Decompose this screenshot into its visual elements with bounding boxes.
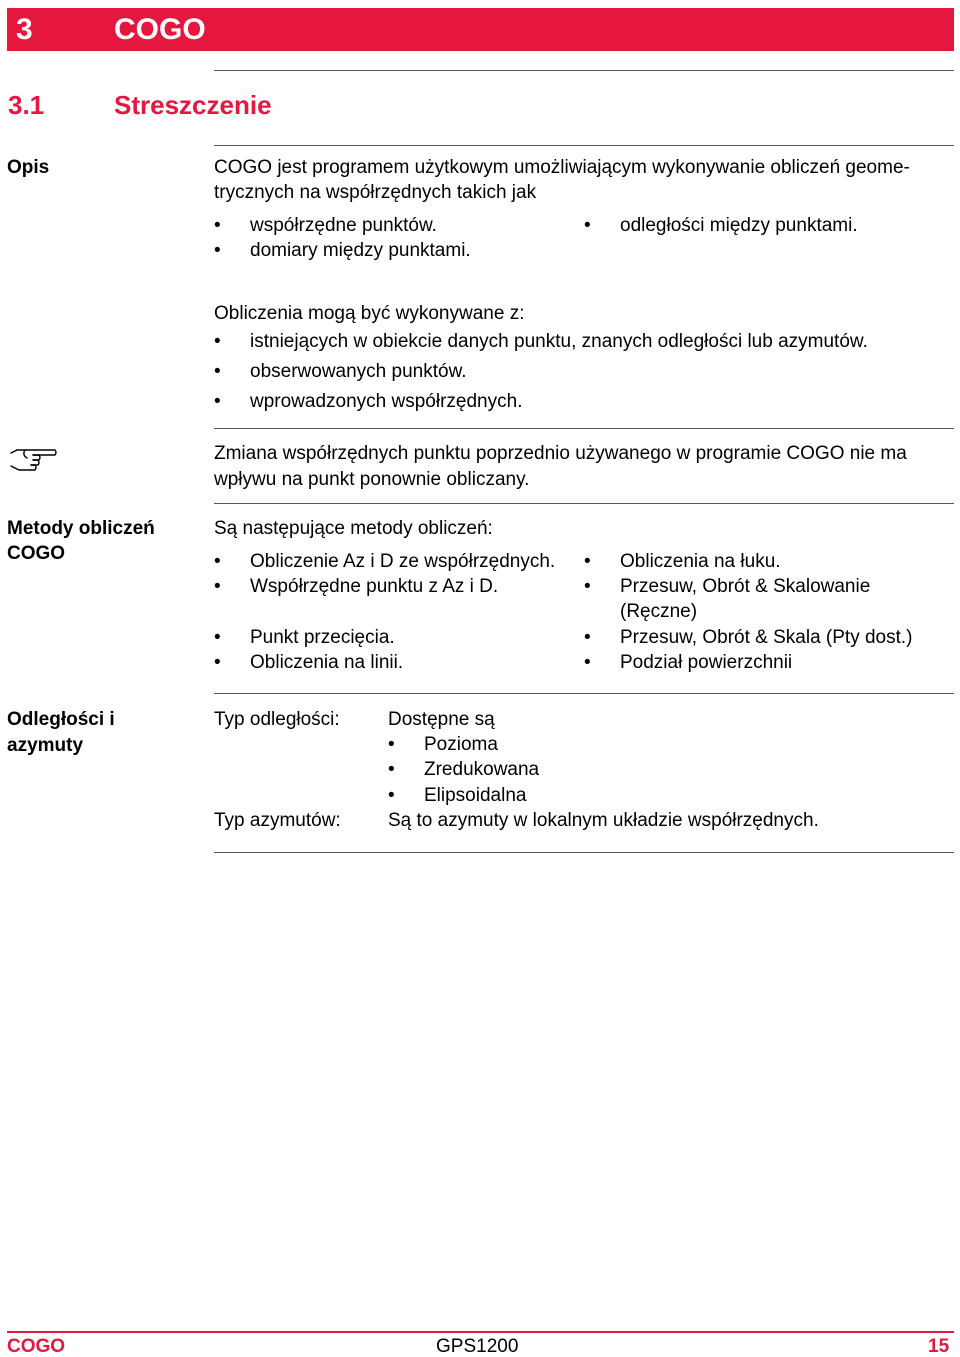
chapter-title: COGO xyxy=(114,13,206,46)
divider xyxy=(214,852,954,853)
divider xyxy=(214,70,954,71)
list-item-text: domiary między punktami. xyxy=(250,240,471,261)
divider xyxy=(214,503,954,504)
list-item-text: Współrzędne punktu z Az i D. xyxy=(250,576,499,597)
bullet-icon: • xyxy=(214,331,221,352)
bullet-icon: • xyxy=(388,759,395,780)
page-number: 15 xyxy=(928,1336,950,1357)
list-item-text: Zredukowana xyxy=(424,759,540,780)
bullet-icon: • xyxy=(584,652,591,673)
bullet-icon: • xyxy=(214,240,221,261)
list-item-text: wprowadzonych współrzędnych. xyxy=(250,391,523,412)
bullet-icon: • xyxy=(214,551,221,572)
bullet-icon: • xyxy=(214,361,221,382)
chapter-number: 3 xyxy=(16,13,33,46)
list-item-text: Punkt przecięcia. xyxy=(250,627,395,648)
footer-chapter: COGO xyxy=(7,1336,66,1357)
distance-type-label: Typ odległości: xyxy=(214,709,340,730)
bullet-icon: • xyxy=(584,576,591,597)
bullet-icon: • xyxy=(214,215,221,236)
bullet-icon: • xyxy=(584,627,591,648)
list-item-text: Obliczenia na linii. xyxy=(250,652,404,673)
bullet-icon: • xyxy=(584,551,591,572)
list-item-text: Przesuw, Obrót & Skalowanie xyxy=(620,576,871,597)
list-item-text: Elipsoidalna xyxy=(424,785,527,806)
distance-type-value: Dostępne są xyxy=(388,709,495,730)
divider xyxy=(214,693,954,694)
bullet-icon: • xyxy=(388,785,395,806)
azimuth-type-value: Są to azymuty w lokalnym układzie współrzędnych. xyxy=(388,810,819,831)
bullet-icon: • xyxy=(214,627,221,648)
methods-label-line2: COGO xyxy=(7,543,66,564)
section-title: Streszczenie xyxy=(114,90,272,120)
list-item-text: istniejących w obiekcie danych punktu, znanych odległości lub azymutów. xyxy=(250,331,868,352)
azimuth-type-label: Typ azymutów: xyxy=(214,810,341,831)
opis-intro-line2: trycznych na współrzędnych takich jak xyxy=(214,182,537,203)
opis-intro-line1: COGO jest programem użytkowym umożliwiającym wykonywanie obliczeń geome- xyxy=(214,157,910,178)
methods-label-line1: Metody obliczeń xyxy=(7,518,155,539)
opis-label: Opis xyxy=(7,157,50,178)
footer-rule xyxy=(7,1331,954,1333)
list-item-text: Pozioma xyxy=(424,734,498,755)
bullet-icon: • xyxy=(214,576,221,597)
bullet-icon: • xyxy=(388,734,395,755)
calc-intro: Obliczenia mogą być wykonywane z: xyxy=(214,303,525,324)
bullet-icon: • xyxy=(214,652,221,673)
chapter-header-bar xyxy=(7,8,954,51)
list-item-continuation: (Ręczne) xyxy=(620,601,698,622)
divider xyxy=(214,428,954,429)
pointing-hand-icon xyxy=(9,442,57,472)
list-item-text: Obliczenia na łuku. xyxy=(620,551,781,572)
list-item-text: obserwowanych punktów. xyxy=(250,361,467,382)
section-number: 3.1 xyxy=(8,90,45,120)
list-item-text: Podział powierzchnii xyxy=(620,652,793,673)
list-item-text: odległości między punktami. xyxy=(620,215,858,236)
note-line1: Zmiana współrzędnych punktu poprzednio używanego w programie COGO nie ma xyxy=(214,443,907,464)
list-item-text: Przesuw, Obrót & Skala (Pty dost.) xyxy=(620,627,913,648)
distances-label-line2: azymuty xyxy=(7,735,84,756)
methods-intro: Są następujące metody obliczeń: xyxy=(214,518,493,539)
bullet-icon: • xyxy=(584,215,591,236)
distances-label-line1: Odległości i xyxy=(7,709,115,730)
list-item-text: współrzędne punktów. xyxy=(250,215,437,236)
bullet-icon: • xyxy=(214,391,221,412)
list-item-text: Obliczenie Az i D ze współrzędnych. xyxy=(250,551,556,572)
divider xyxy=(214,145,954,146)
note-line2: wpływu na punkt ponownie obliczany. xyxy=(214,469,530,490)
footer-product: GPS1200 xyxy=(436,1336,519,1357)
